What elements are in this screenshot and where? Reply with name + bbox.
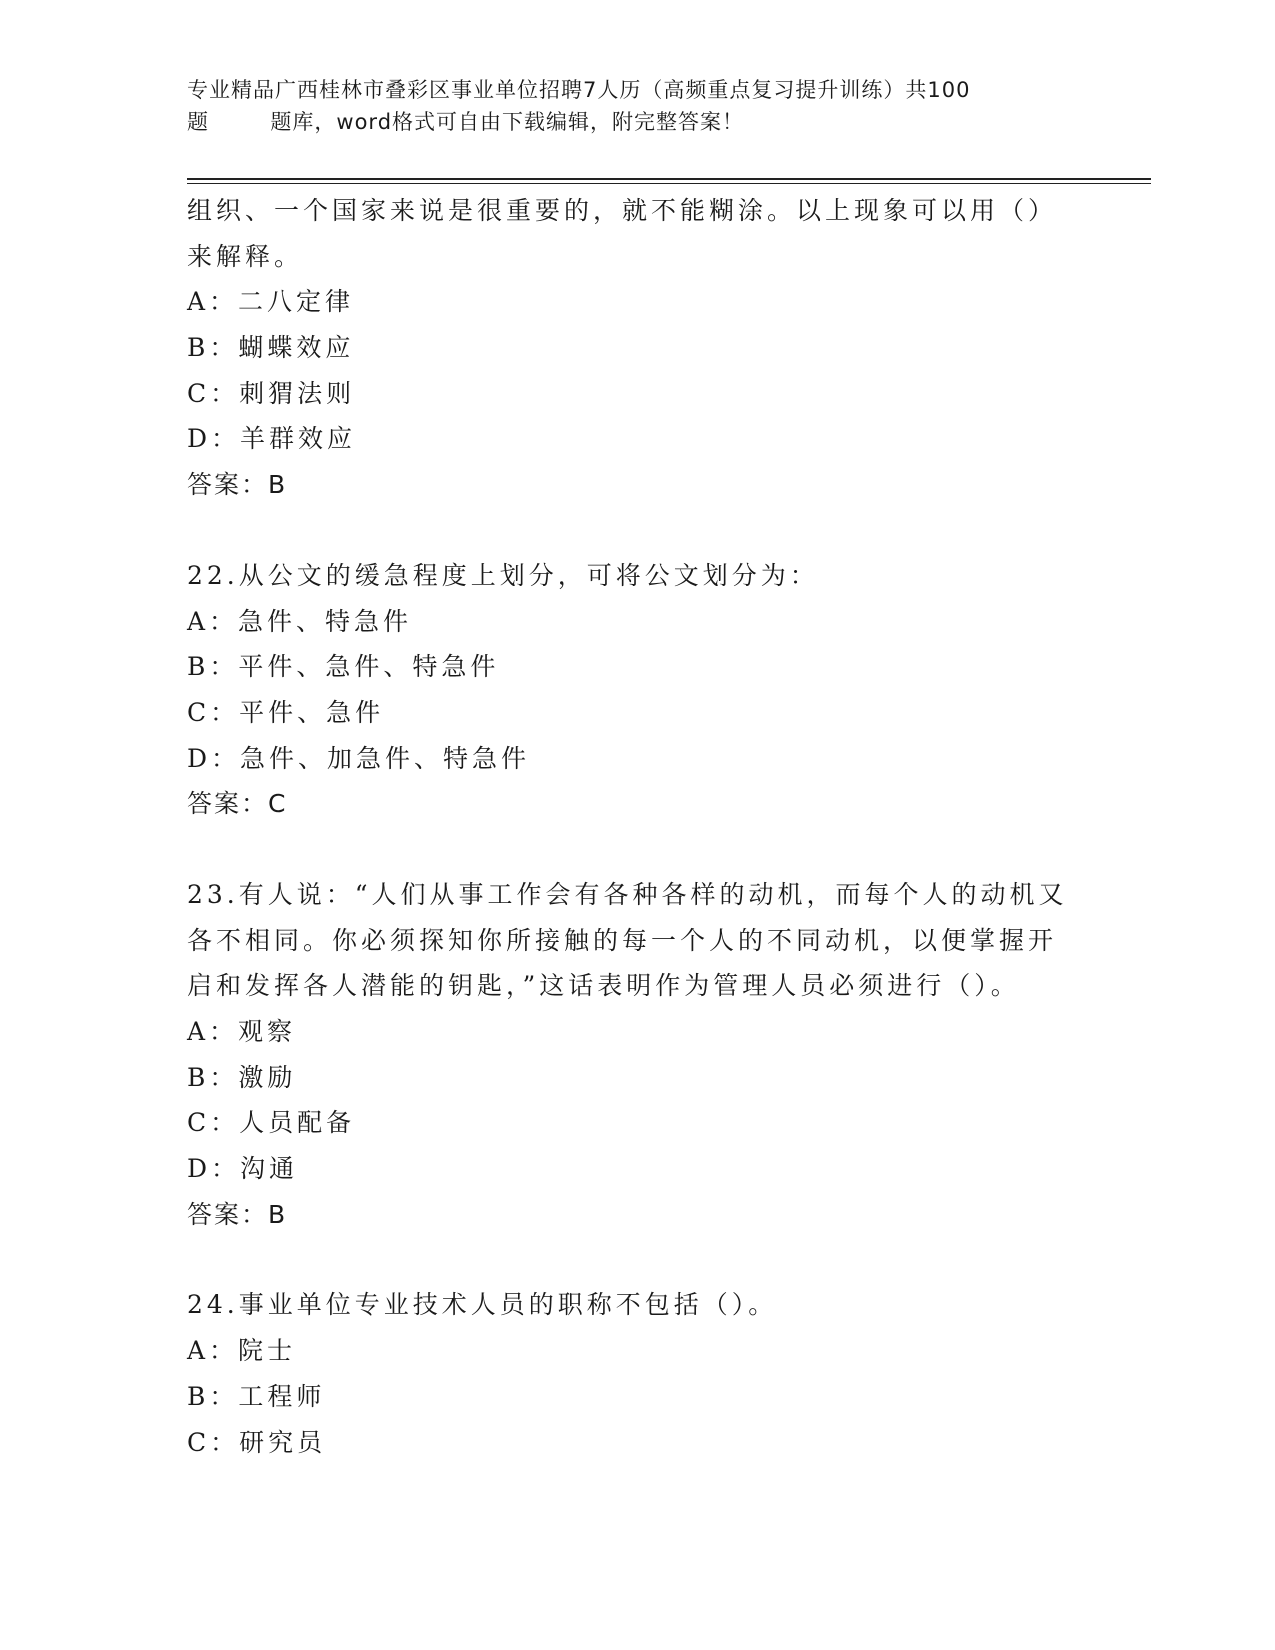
question-text: 24.事业单位专业技术人员的职称不包括（）。 (187, 1290, 778, 1320)
question-text: 22.从公文的缓急程度上划分，可将公文划分为： (187, 560, 819, 590)
option-d: D：沟通 (187, 1154, 299, 1184)
option-c: C：研究员 (187, 1427, 327, 1457)
option-b: B：蝴蝶效应 (187, 333, 355, 363)
page-header (187, 74, 1087, 138)
option-d: D：急件、加急件、特急件 (187, 743, 531, 773)
header-title-line1: 专业精品广西桂林市叠彩区事业单位招聘7人历（高频重点复习提升训练）共100 (187, 78, 971, 102)
option-a: A：院士 (187, 1336, 297, 1366)
header-divider-thin (187, 183, 1151, 184)
option-b: B：工程师 (187, 1381, 326, 1411)
option-c: C：平件、急件 (187, 697, 385, 727)
option-b: B：激励 (187, 1062, 297, 1092)
question-24 (187, 1282, 1127, 1465)
question-21 (187, 188, 1127, 508)
option-b: B：平件、急件、特急件 (187, 652, 500, 682)
option-d: D：羊群效应 (187, 424, 357, 454)
option-a: A：二八定律 (187, 287, 355, 317)
question-text: 23.有人说：“人们从事工作会有各种各样的动机，而每个人的动机又 (187, 879, 1068, 909)
option-a: A：观察 (187, 1017, 297, 1046)
option-c: C：人员配备 (187, 1108, 356, 1138)
question-text: 来解释。 (187, 241, 304, 271)
answer: 答案：C (187, 789, 288, 819)
header-divider-thick (187, 178, 1151, 180)
question-text: 各不相同。你必须探知你所接触的每一个人的不同动机，以便掌握开 (187, 925, 1058, 955)
question-list (187, 188, 1127, 1465)
header-title-line2: 题 题库，word格式可自由下载编辑，附完整答案！ (187, 110, 745, 134)
question-23 (187, 872, 1127, 1238)
answer: 答案：B (187, 1199, 288, 1229)
answer: 答案：B (187, 470, 288, 500)
question-text: 组织、一个国家来说是很重要的，就不能糊涂。以上现象可以用（） (187, 196, 1058, 225)
option-c: C：刺猬法则 (187, 378, 356, 408)
option-a: A：急件、特急件 (187, 606, 413, 636)
question-22 (187, 553, 1127, 827)
question-text: 启和发挥各人潜能的钥匙，”这话表明作为管理人员必须进行（）。 (187, 971, 1020, 1001)
